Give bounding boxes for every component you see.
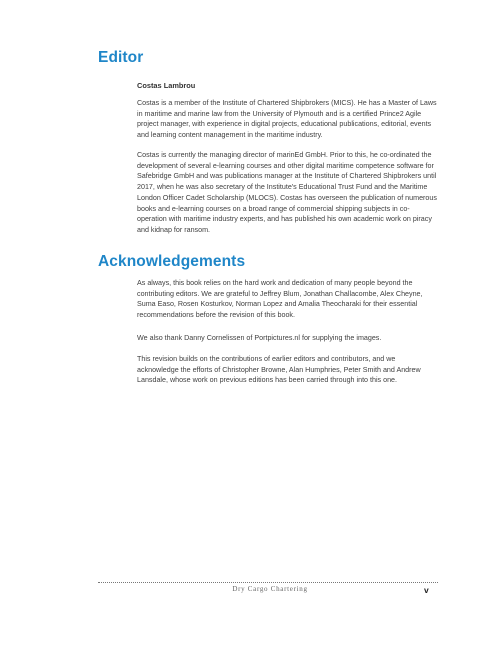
- acknowledgements-paragraph: As always, this book relies on the hard work and dedication of many people beyond the contributing editors. We are grateful to Jeffrey Blum, Jonathan Challacombe, Alex Cheyne, Suma Easo, Rosen Kosturkov, Norman Lopez and Amalia Theocharaki for their essential recommendations before the revision of this book.: [137, 279, 423, 320]
- editor-heading: Editor: [98, 49, 144, 66]
- editor-name: Costas Lambrou: [137, 81, 196, 90]
- acknowledgements-paragraph: We also thank Danny Cornelissen of Portpictures.nl for supplying the images.: [137, 334, 382, 342]
- acknowledgements-paragraph: This revision builds on the contributions of earlier editors and contributors, and we acknowledge the efforts of Christopher Browne, Alan Humphries, Peter Smith and Andrew Lansdale, whose work on previous editions has been carried through into this one.: [137, 355, 421, 385]
- footer-book-title: Dry Cargo Chartering: [232, 585, 308, 593]
- footer-divider: [98, 582, 438, 583]
- editor-paragraph: Costas is currently the managing director of marinEd GmbH. Prior to this, he co-ordinated the development of several e-learning courses and other digital maritime competence software for Safebridge GmbH and was publications manager at the Institute of Chartered Shipbrokers until 2017, when he was also secretary of the Institute's Educational Trust Fund and the Maritime London Officer Cadet Scholarship (MLOCS). Costas has overseen the publication of numerous books and e-learning courses on a broad range of commercial shipping subjects in co-operation with maritime industry experts, and has published his own academic work on piracy and kidnap for ransom.: [137, 151, 437, 234]
- editor-paragraph: Costas is a member of the Institute of Chartered Shipbrokers (MICS). He has a Master of Laws in maritime and marine law from the University of Plymouth and is a certified Prince2 Agile project manager, with experience in digital projects, educational publications, editorial, events and learning content management in the maritime industry.: [137, 99, 437, 140]
- page-number: v: [424, 585, 429, 595]
- acknowledgements-heading: Acknowledgements: [98, 253, 246, 270]
